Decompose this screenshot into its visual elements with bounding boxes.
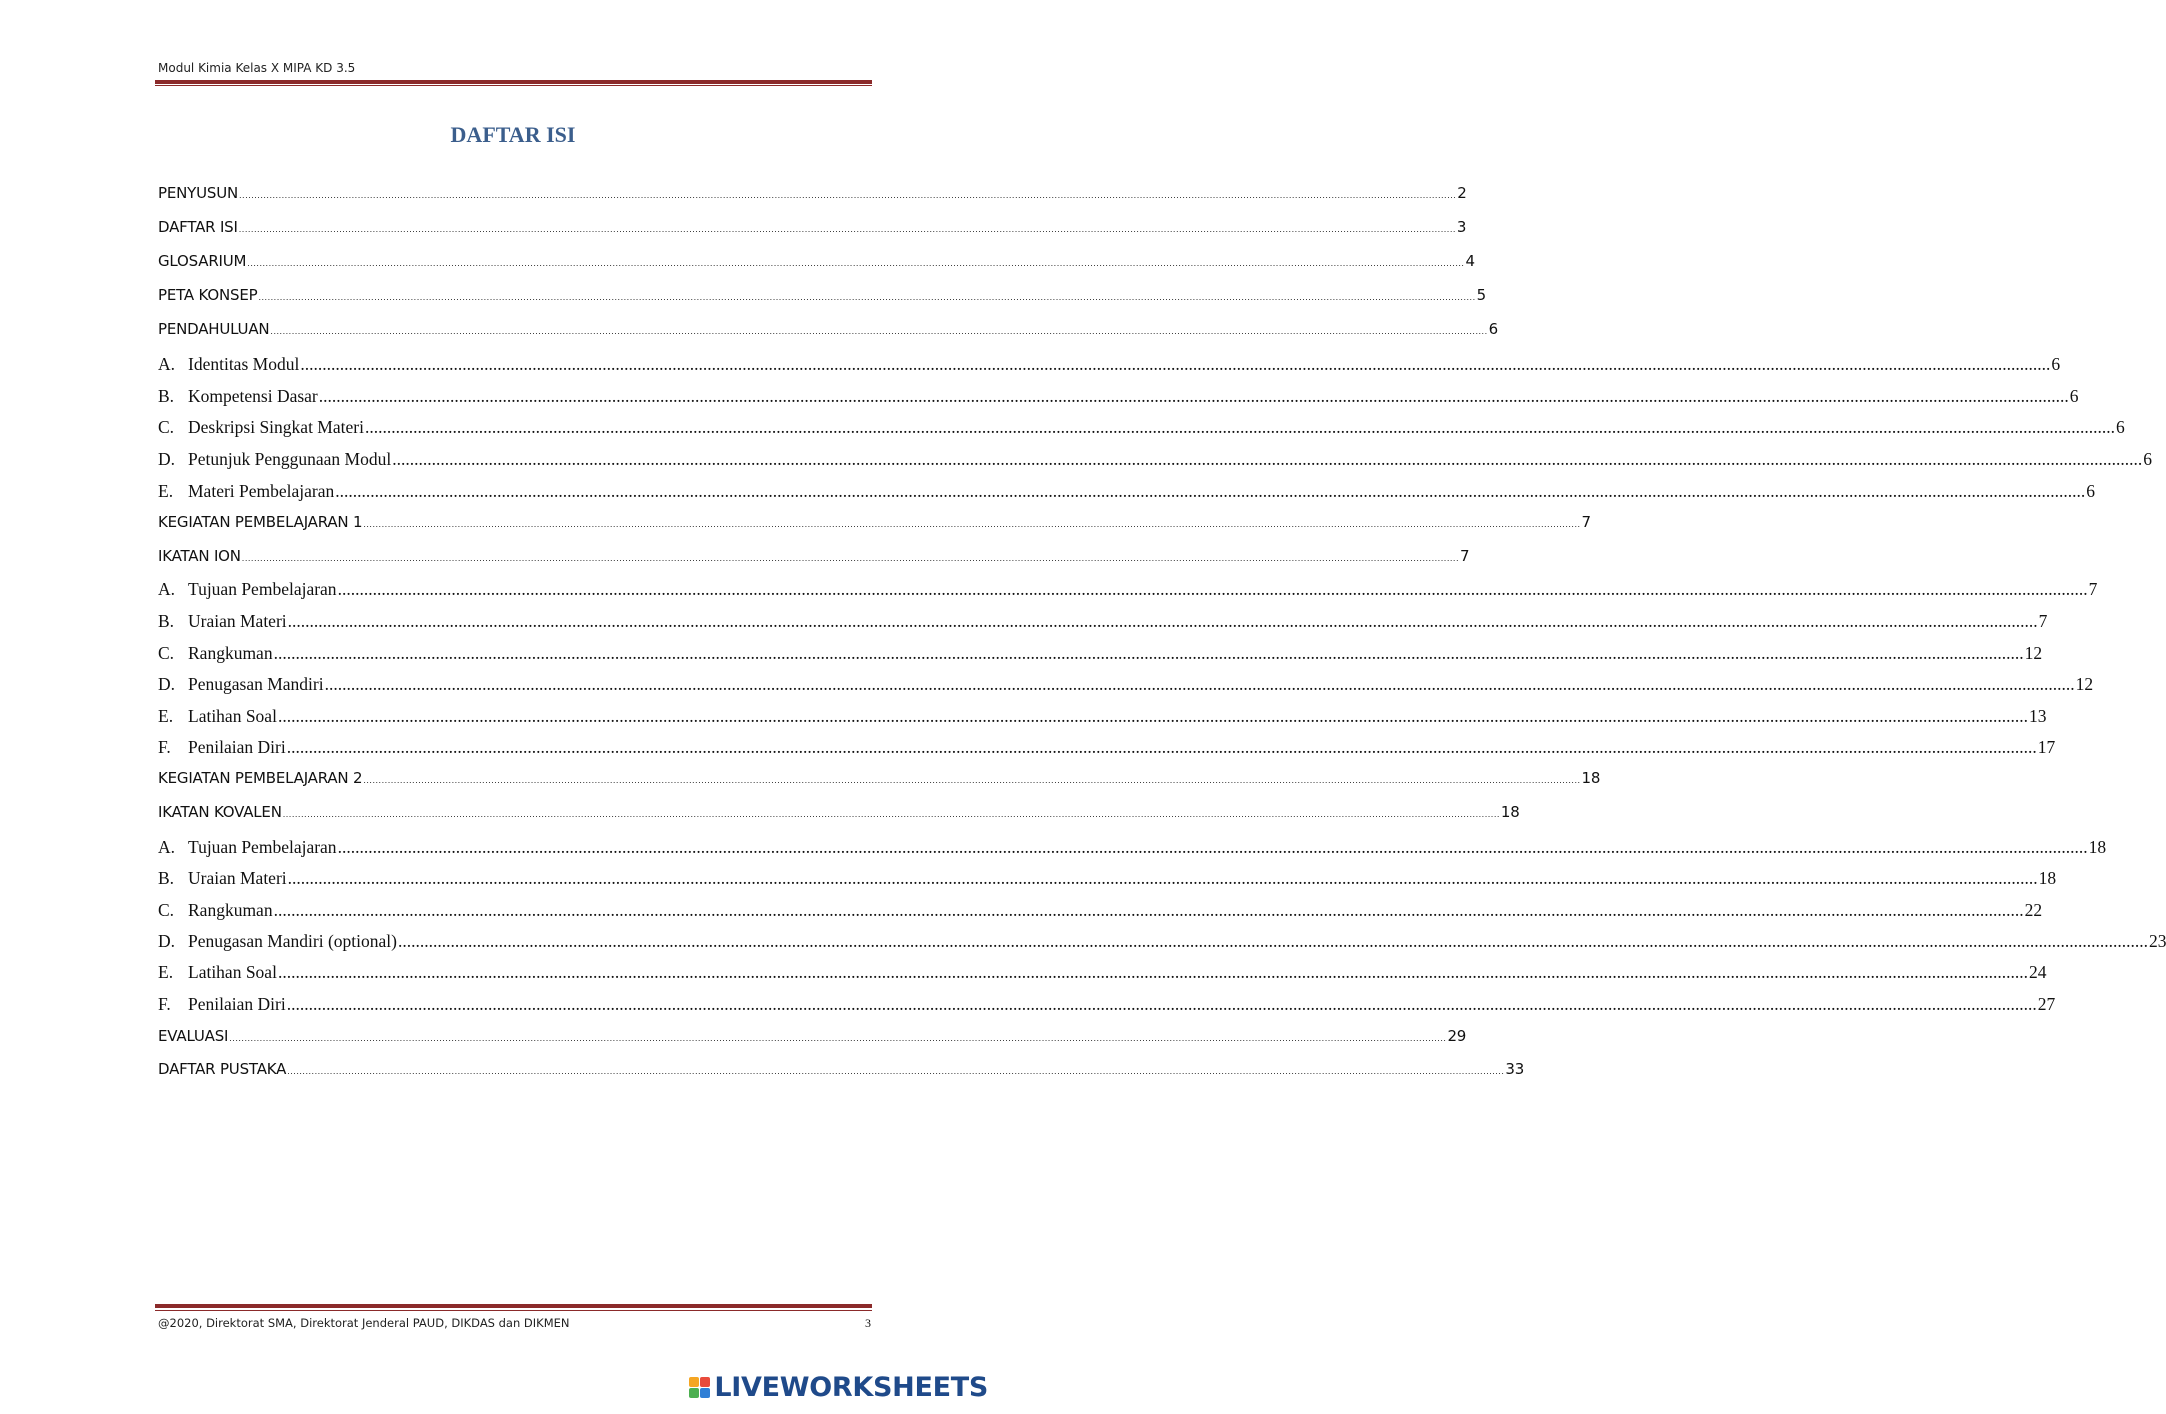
footer-rule-thin (155, 1310, 872, 1311)
toc-entry-text: EVALUASI (158, 1027, 229, 1045)
toc-entry-label (158, 579, 337, 600)
brand-name: LIVEWORKSHEETS (714, 1372, 988, 1403)
toc-entry-label (158, 449, 391, 470)
toc-entry-label (158, 837, 337, 858)
toc-entry-text: Petunjuk Penggunaan Modul (188, 449, 392, 469)
toc-page-number: 13 (2028, 706, 2047, 726)
toc-page-number: 6 (2143, 449, 2152, 469)
toc-entry[interactable] (158, 643, 2043, 664)
toc-page-number: 6 (2051, 354, 2061, 374)
toc-dot-leader: ................................................................................................................................................................................................................................................................................................................................................................................................................ (364, 417, 2115, 437)
toc-page-number: 3 (1456, 218, 1467, 236)
toc-entry[interactable] (158, 1060, 1525, 1078)
toc-page-number: 12 (2024, 643, 2043, 663)
toc-entry-letter: A. (158, 354, 176, 374)
toc-entry-label (158, 184, 238, 202)
toc-entry-letter: F. (158, 737, 171, 757)
toc-entry[interactable] (158, 868, 2057, 889)
toc-entry-text: Rangkuman (188, 643, 273, 663)
toc-dot-leader: ................................................................................................................................................................................................................................................................................................................................................................................................................ (337, 579, 2088, 599)
liveworksheets-logo-icon (689, 1377, 710, 1398)
toc-page-number: 27 (2037, 994, 2056, 1014)
toc-page-number: 6 (2086, 481, 2096, 501)
toc-entry-letter: B. (158, 386, 175, 406)
toc-page-number: 6 (2115, 417, 2125, 437)
toc-entry-letter: F. (158, 994, 171, 1014)
toc-dot-leader: ................................................................................................................................................................................................................................................................................................................................................................................................................ (300, 354, 2051, 374)
toc-entry[interactable] (158, 481, 2096, 502)
toc-entry-label (158, 1060, 286, 1078)
toc-page-number: 7 (2038, 611, 2048, 631)
toc-entry-label (158, 218, 238, 236)
toc-dot-leader: ................................................................................................................................................................................................................................................................................................................................................................................................................ (229, 1034, 1447, 1043)
toc-dot-leader: ................................................................................................................................................................................................................................................................................................................................................................................................................ (238, 225, 1456, 234)
toc-dot-leader: ................................................................................................................................................................................................................................................................................................................................................................................................................ (324, 674, 2075, 694)
toc-entry[interactable] (158, 900, 2043, 921)
toc-dot-leader: ................................................................................................................................................................................................................................................................................................................................................................................................................ (335, 481, 2086, 501)
toc-entry-letter: D. (158, 449, 176, 469)
toc-dot-leader: ................................................................................................................................................................................................................................................................................................................................................................................................................ (258, 293, 1476, 302)
toc-entry-text: Kompetensi Dasar (188, 386, 318, 406)
toc-dot-leader: ................................................................................................................................................................................................................................................................................................................................................................................................................ (286, 737, 2037, 757)
toc-entry-text: GLOSARIUM (158, 252, 247, 270)
toc-entry-letter: C. (158, 417, 175, 437)
toc-dot-leader: ................................................................................................................................................................................................................................................................................................................................................................................................................ (363, 776, 1581, 785)
toc-entry-label (158, 354, 299, 375)
toc-page-number: 18 (1500, 803, 1520, 821)
toc-entry-label (158, 611, 287, 632)
toc-entry-text: PENYUSUN (158, 184, 239, 202)
toc-entry[interactable] (158, 547, 1470, 565)
toc-entry-label (158, 706, 277, 727)
toc-dot-leader: ................................................................................................................................................................................................................................................................................................................................................................................................................ (277, 962, 2028, 982)
toc-page-number: 18 (2038, 868, 2057, 888)
toc-entry[interactable] (158, 931, 2166, 952)
toc-entry[interactable] (158, 184, 1467, 202)
toc-entry-text: Uraian Materi (188, 611, 287, 631)
toc-entry[interactable] (158, 579, 2098, 600)
toc-entry-text: Tujuan Pembelajaran (188, 579, 337, 599)
toc-entry-text: IKATAN KOVALEN (158, 803, 282, 821)
toc-entry-text: Uraian Materi (188, 868, 287, 888)
header-rule-thin (155, 85, 872, 86)
toc-dot-leader: ................................................................................................................................................................................................................................................................................................................................................................................................................ (392, 449, 2143, 469)
toc-entry[interactable] (158, 769, 1601, 787)
toc-entry[interactable] (158, 706, 2047, 727)
toc-entry[interactable] (158, 354, 2061, 375)
toc-entry-letter: B. (158, 611, 175, 631)
toc-entry-text: Penugasan Mandiri (188, 674, 324, 694)
toc-entry-label (158, 513, 362, 531)
toc-page-number: 6 (2069, 386, 2079, 406)
footer-text: @2020, Direktorat SMA, Direktorat Jenderal PAUD, DIKDAS dan DIKMEN (158, 1316, 570, 1330)
toc-entry-text: Penilaian Diri (188, 994, 286, 1014)
toc-entry-label (158, 643, 273, 664)
toc-dot-leader: ................................................................................................................................................................................................................................................................................................................................................................................................................ (337, 837, 2088, 857)
toc-entry-label (158, 769, 362, 787)
toc-dot-leader: ................................................................................................................................................................................................................................................................................................................................................................................................................ (247, 259, 1465, 268)
toc-entry-letter: D. (158, 931, 176, 951)
toc-entry-text: Penilaian Diri (188, 737, 286, 757)
toc-dot-leader: ................................................................................................................................................................................................................................................................................................................................................................................................................ (241, 554, 1459, 563)
toc-entry-label (158, 481, 334, 502)
toc-entry-label (158, 868, 287, 889)
toc-page-number: 7 (2088, 579, 2098, 599)
toc-dot-leader: ................................................................................................................................................................................................................................................................................................................................................................................................................ (318, 386, 2069, 406)
toc-dot-leader: ................................................................................................................................................................................................................................................................................................................................................................................................................ (397, 931, 2148, 951)
toc-entry-label (158, 900, 273, 921)
toc-entry-text: PETA KONSEP (158, 286, 258, 304)
toc-entry-letter: D. (158, 674, 176, 694)
toc-dot-leader: ................................................................................................................................................................................................................................................................................................................................................................................................................ (363, 520, 1581, 529)
toc-entry-letter: A. (158, 579, 176, 599)
toc-entry-label (158, 286, 257, 304)
toc-entry[interactable] (158, 674, 2094, 695)
toc-entry-letter: E. (158, 706, 174, 726)
toc-page-number: 6 (1488, 320, 1498, 338)
toc-entry-letter: C. (158, 900, 175, 920)
toc-page-number: 23 (2148, 931, 2166, 951)
toc-entry[interactable] (158, 386, 2079, 407)
toc-page-number: 22 (2024, 900, 2043, 920)
liveworksheets-brand[interactable] (689, 1372, 988, 1403)
header-text: Modul Kimia Kelas X MIPA KD 3.5 (158, 61, 356, 75)
toc-entry-label (158, 252, 246, 270)
toc-entry[interactable] (158, 320, 1498, 338)
toc-dot-leader: ................................................................................................................................................................................................................................................................................................................................................................................................................ (287, 868, 2038, 888)
toc-entry-label (158, 547, 241, 565)
toc-entry-text: Rangkuman (188, 900, 273, 920)
toc-entry[interactable] (158, 252, 1475, 270)
toc-dot-leader: ................................................................................................................................................................................................................................................................................................................................................................................................................ (286, 994, 2037, 1014)
toc-page-number: 17 (2037, 737, 2056, 757)
toc-page-number: 24 (2028, 962, 2047, 982)
toc-entry-letter: A. (158, 837, 176, 857)
toc-entry-label (158, 931, 397, 952)
toc-dot-leader: ................................................................................................................................................................................................................................................................................................................................................................................................................ (239, 191, 1457, 200)
toc-dot-leader: ................................................................................................................................................................................................................................................................................................................................................................................................................ (287, 1067, 1505, 1076)
toc-entry[interactable] (158, 449, 2152, 470)
toc-dot-leader: ................................................................................................................................................................................................................................................................................................................................................................................................................ (270, 327, 1488, 336)
toc-entry-label (158, 417, 364, 438)
toc-page-number: 12 (2075, 674, 2094, 694)
toc-entry-text: Materi Pembelajaran (188, 481, 335, 501)
toc-entry-letter: E. (158, 962, 174, 982)
toc-entry-text: DAFTAR PUSTAKA (158, 1060, 287, 1078)
toc-entry-text: KEGIATAN PEMBELAJARAN 1 (158, 513, 363, 531)
toc-page-number: 18 (1581, 769, 1601, 787)
toc-page-number: 5 (1476, 286, 1486, 304)
toc-entry[interactable] (158, 611, 2048, 632)
toc-page-number: 7 (1581, 513, 1591, 531)
header-rule-thick (155, 80, 872, 84)
toc-entry-label (158, 803, 282, 821)
toc-entry-text: Latihan Soal (188, 706, 277, 726)
toc-entry[interactable] (158, 218, 1467, 236)
toc-entry-label (158, 320, 269, 338)
toc-entry-letter: B. (158, 868, 175, 888)
toc-entry-text: DAFTAR ISI (158, 218, 238, 236)
toc-entry-text: Penugasan Mandiri (optional) (188, 931, 397, 951)
page-title: DAFTAR ISI (450, 122, 576, 147)
toc-dot-leader: ................................................................................................................................................................................................................................................................................................................................................................................................................ (273, 643, 2024, 663)
toc-entry-letter: C. (158, 643, 175, 663)
footer-page-number: 3 (865, 1316, 871, 1330)
toc-entry-label (158, 737, 286, 758)
toc-entry-text: PENDAHULUAN (158, 320, 270, 338)
toc-entry-letter: E. (158, 481, 174, 501)
toc-entry-text: Identitas Modul (188, 354, 300, 374)
toc-dot-leader: ................................................................................................................................................................................................................................................................................................................................................................................................................ (273, 900, 2024, 920)
toc-entry[interactable] (158, 1027, 1467, 1045)
toc-entry-label (158, 674, 324, 695)
toc-entry-label (158, 1027, 228, 1045)
toc-entry[interactable] (158, 513, 1591, 531)
toc-page-number: 29 (1447, 1027, 1467, 1045)
toc-page-number: 4 (1465, 252, 1475, 270)
toc-dot-leader: ................................................................................................................................................................................................................................................................................................................................................................................................................ (287, 611, 2038, 631)
toc-entry[interactable] (158, 837, 2107, 858)
toc-page-number: 18 (2088, 837, 2107, 857)
toc-entry[interactable] (158, 417, 2125, 438)
toc-entry-text: Deskripsi Singkat Materi (188, 417, 364, 437)
toc-page-number: 7 (1459, 547, 1470, 565)
toc-page-number: 2 (1457, 184, 1467, 202)
toc-dot-leader: ................................................................................................................................................................................................................................................................................................................................................................................................................ (282, 810, 1500, 819)
toc-entry-text: Tujuan Pembelajaran (188, 837, 337, 857)
toc-dot-leader: ................................................................................................................................................................................................................................................................................................................................................................................................................ (277, 706, 2028, 726)
toc-entry-text: Latihan Soal (188, 962, 277, 982)
toc-entry-label (158, 994, 286, 1015)
toc-entry-text: IKATAN ION (158, 547, 241, 565)
toc-entry[interactable] (158, 962, 2047, 983)
toc-page-number: 33 (1505, 1060, 1525, 1078)
toc-entry-label (158, 386, 318, 407)
toc-entry[interactable] (158, 737, 2056, 758)
toc-entry-label (158, 962, 277, 983)
toc-entry[interactable] (158, 994, 2056, 1015)
toc-entry[interactable] (158, 803, 1520, 821)
toc-entry-text: KEGIATAN PEMBELAJARAN 2 (158, 769, 363, 787)
toc-entry[interactable] (158, 286, 1486, 304)
footer-rule-thick (155, 1304, 872, 1308)
